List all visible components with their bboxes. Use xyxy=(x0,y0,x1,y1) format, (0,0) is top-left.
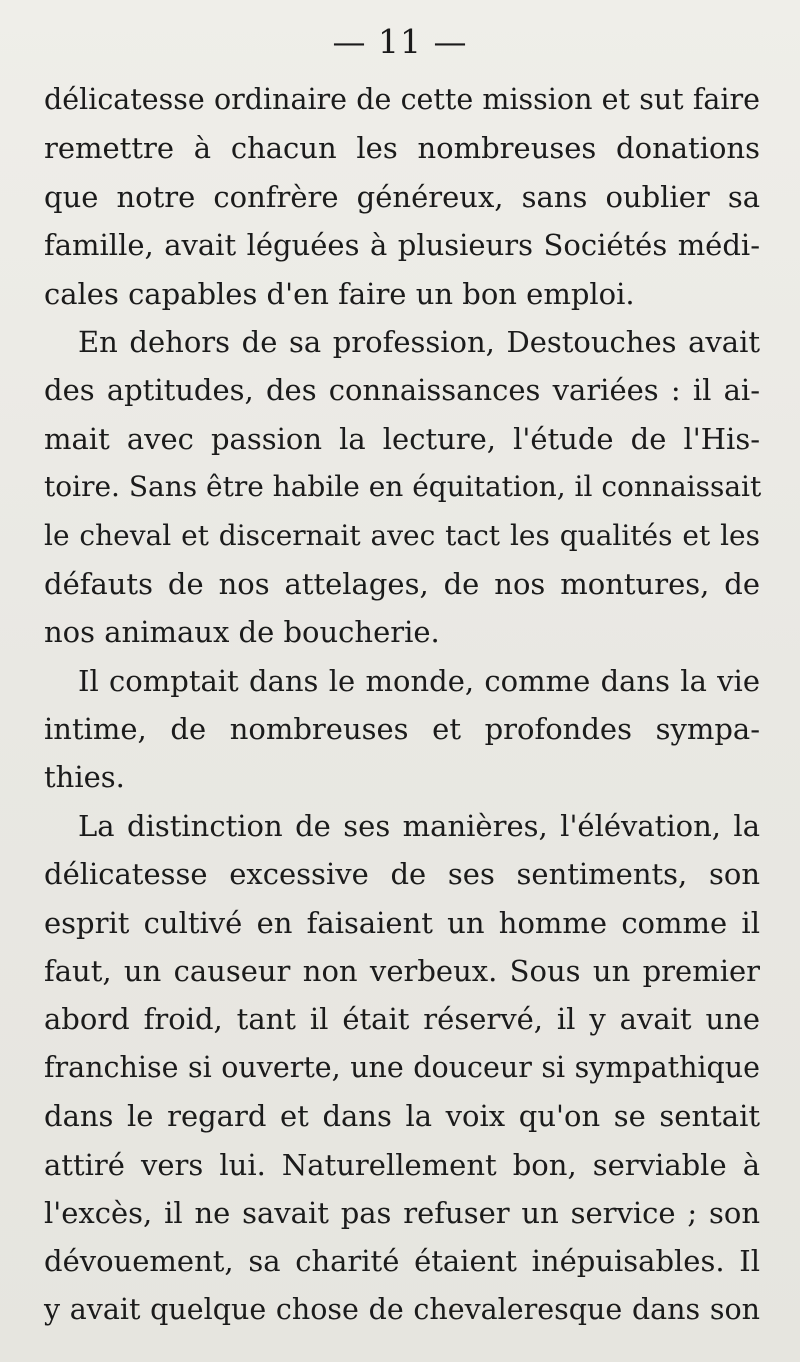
text-line: dévouement, sa charité étaient inépuisables. Il xyxy=(44,1244,760,1279)
page-number: — 11 — xyxy=(332,22,468,61)
text-line: mait avec passion la lecture, l'étude de l'His- xyxy=(44,421,760,456)
text-line: des aptitudes, des connaissances variées : il ai- xyxy=(44,373,760,408)
text-line: cales capables d'en faire un bon emploi. xyxy=(44,276,635,311)
text-line: nos animaux de boucherie. xyxy=(44,615,440,650)
text-line: dans le regard et dans la voix qu'on se sentait xyxy=(44,1099,760,1134)
text-line: que notre confrère généreux, sans oublier sa xyxy=(44,179,760,214)
text-line: attiré vers lui. Naturellement bon, serviable à xyxy=(44,1147,760,1182)
text-line: toire. Sans être habile en équitation, il connaissait xyxy=(44,470,762,504)
body-text xyxy=(44,76,760,1334)
text-line: remettre à chacun les nombreuses donations xyxy=(44,131,760,166)
text-line: Il comptait dans le monde, comme dans la vie xyxy=(78,663,760,698)
text-line: franchise si ouverte, une douceur si sympathique xyxy=(44,1050,760,1084)
text-line: abord froid, tant il était réservé, il y avait une xyxy=(44,1002,760,1037)
text-line: faut, un causeur non verbeux. Sous un premier xyxy=(44,954,760,989)
text-line: La distinction de ses manières, l'élévation, la xyxy=(78,808,760,843)
text-line: défauts de nos attelages, de nos montures, de xyxy=(44,566,760,601)
text-line: En dehors de sa profession, Destouches avait xyxy=(78,324,760,359)
text-line: l'excès, il ne savait pas refuser un service ; son xyxy=(44,1195,760,1230)
text-line: famille, avait léguées à plusieurs Sociétés médi- xyxy=(44,228,760,263)
text-line: délicatesse ordinaire de cette mission et sut faire xyxy=(44,83,760,116)
text-line: thies. xyxy=(44,760,125,795)
text-line: intime, de nombreuses et profondes sympa- xyxy=(44,712,760,747)
text-line: esprit cultivé en faisaient un homme comme il xyxy=(44,905,760,940)
text-line: le cheval et discernait avec tact les qualités et les xyxy=(44,518,760,552)
text-line: délicatesse excessive de ses sentiments, son xyxy=(44,857,760,892)
text-line: y avait quelque chose de chevaleresque dans son xyxy=(44,1292,760,1326)
